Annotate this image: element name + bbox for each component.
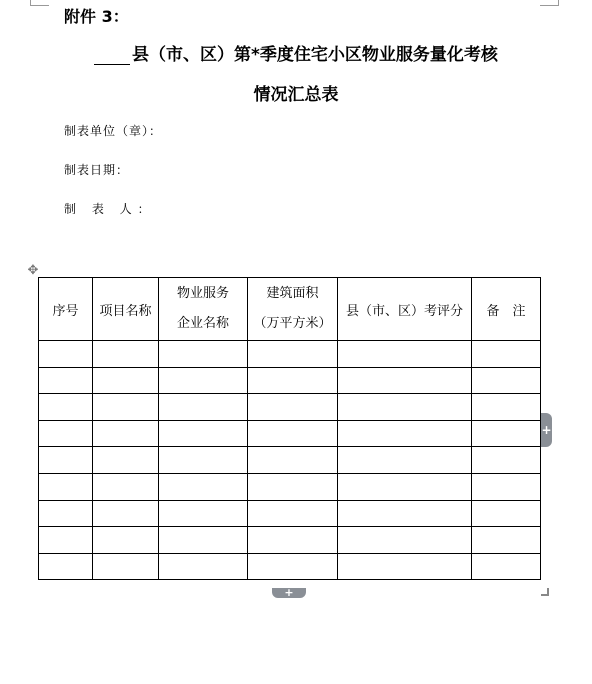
table-cell[interactable]	[248, 553, 338, 580]
table-row	[39, 527, 541, 554]
table-cell[interactable]	[159, 367, 248, 394]
table-cell[interactable]	[159, 447, 248, 474]
summary-table	[38, 277, 541, 580]
table-cell[interactable]	[248, 367, 338, 394]
table-cell[interactable]	[472, 367, 541, 394]
table-move-handle-icon[interactable]: ✥	[27, 263, 39, 278]
table-cell[interactable]	[93, 341, 159, 368]
table-cell[interactable]	[93, 420, 159, 447]
table-cell[interactable]	[93, 473, 159, 500]
table-cell[interactable]	[93, 447, 159, 474]
table-cell[interactable]	[248, 473, 338, 500]
table-cell[interactable]	[39, 500, 93, 527]
header-building-area[interactable]	[248, 278, 338, 341]
table-cell[interactable]	[159, 553, 248, 580]
page-corner-mark-right	[540, 0, 559, 6]
table-row	[39, 394, 541, 421]
table-cell[interactable]	[248, 500, 338, 527]
table-resize-handle-icon[interactable]	[541, 588, 549, 596]
document-title-text: 县（市、区）第*季度住宅小区物业服务量化考核	[132, 45, 498, 65]
table-cell[interactable]	[39, 394, 93, 421]
header-area-line-1: 建筑面积	[266, 286, 319, 301]
header-area-line-2: （万平方米）	[253, 316, 332, 331]
table-cell[interactable]	[248, 394, 338, 421]
header-seq[interactable]: 序号	[39, 278, 93, 341]
document-title-line-2: 情况汇总表	[253, 85, 339, 105]
table-cell[interactable]	[159, 527, 248, 554]
table-row	[39, 341, 541, 368]
table-cell[interactable]	[338, 420, 472, 447]
table-cell[interactable]	[39, 553, 93, 580]
table-cell[interactable]	[248, 420, 338, 447]
table-cell[interactable]	[472, 500, 541, 527]
table-cell[interactable]	[39, 473, 93, 500]
table-cell[interactable]	[39, 420, 93, 447]
meta-maker-label: 制 表 人：	[64, 202, 156, 216]
table-cell[interactable]	[39, 341, 93, 368]
table-cell[interactable]	[93, 553, 159, 580]
table-row	[39, 500, 541, 527]
table-cell[interactable]	[39, 367, 93, 394]
page-corner-mark-left	[30, 0, 49, 6]
table-row	[39, 447, 541, 474]
table-row	[39, 553, 541, 580]
table-cell[interactable]	[472, 420, 541, 447]
table-cell[interactable]	[93, 500, 159, 527]
table-cell[interactable]	[39, 447, 93, 474]
table-cell[interactable]	[338, 367, 472, 394]
table-cell[interactable]	[338, 500, 472, 527]
table-cell[interactable]	[93, 394, 159, 421]
table-row	[39, 420, 541, 447]
table-cell[interactable]	[159, 420, 248, 447]
table-cell[interactable]	[159, 500, 248, 527]
table-cell[interactable]	[159, 394, 248, 421]
table-cell[interactable]	[472, 553, 541, 580]
attachment-label: 附件 3：	[64, 7, 129, 26]
header-remark[interactable]: 备 注	[472, 278, 541, 341]
title-blank-underline	[94, 48, 130, 65]
table-cell[interactable]	[472, 527, 541, 554]
table-cell[interactable]	[338, 553, 472, 580]
table-cell[interactable]	[472, 473, 541, 500]
table-cell[interactable]	[39, 527, 93, 554]
add-column-button[interactable]: +	[541, 413, 552, 447]
add-row-button[interactable]: +	[272, 588, 306, 598]
table-cell[interactable]	[248, 341, 338, 368]
table-cell[interactable]	[472, 341, 541, 368]
header-score[interactable]: 县（市、区）考评分	[338, 278, 472, 341]
table-cell[interactable]	[338, 527, 472, 554]
table-cell[interactable]	[338, 473, 472, 500]
table-cell[interactable]	[472, 394, 541, 421]
table-row	[39, 367, 541, 394]
header-company-line-2: 企业名称	[176, 316, 229, 331]
table-cell[interactable]	[159, 341, 248, 368]
table-body	[39, 341, 541, 580]
table-cell[interactable]	[248, 527, 338, 554]
header-company-name[interactable]	[159, 278, 248, 341]
table-cell[interactable]	[472, 447, 541, 474]
table-cell[interactable]	[93, 367, 159, 394]
header-company-line-1: 物业服务	[176, 286, 229, 301]
document-title-line-1	[0, 40, 592, 65]
header-project-name[interactable]: 项目名称	[93, 278, 159, 341]
meta-unit-label: 制表单位（章）：	[64, 124, 163, 138]
table-cell[interactable]	[338, 447, 472, 474]
meta-date-label: 制表日期：	[64, 163, 130, 177]
table-cell[interactable]	[159, 473, 248, 500]
table-header-row	[39, 278, 541, 341]
table-cell[interactable]	[93, 527, 159, 554]
table-cell[interactable]	[338, 341, 472, 368]
table-row	[39, 473, 541, 500]
table-cell[interactable]	[338, 394, 472, 421]
table-cell[interactable]	[248, 447, 338, 474]
